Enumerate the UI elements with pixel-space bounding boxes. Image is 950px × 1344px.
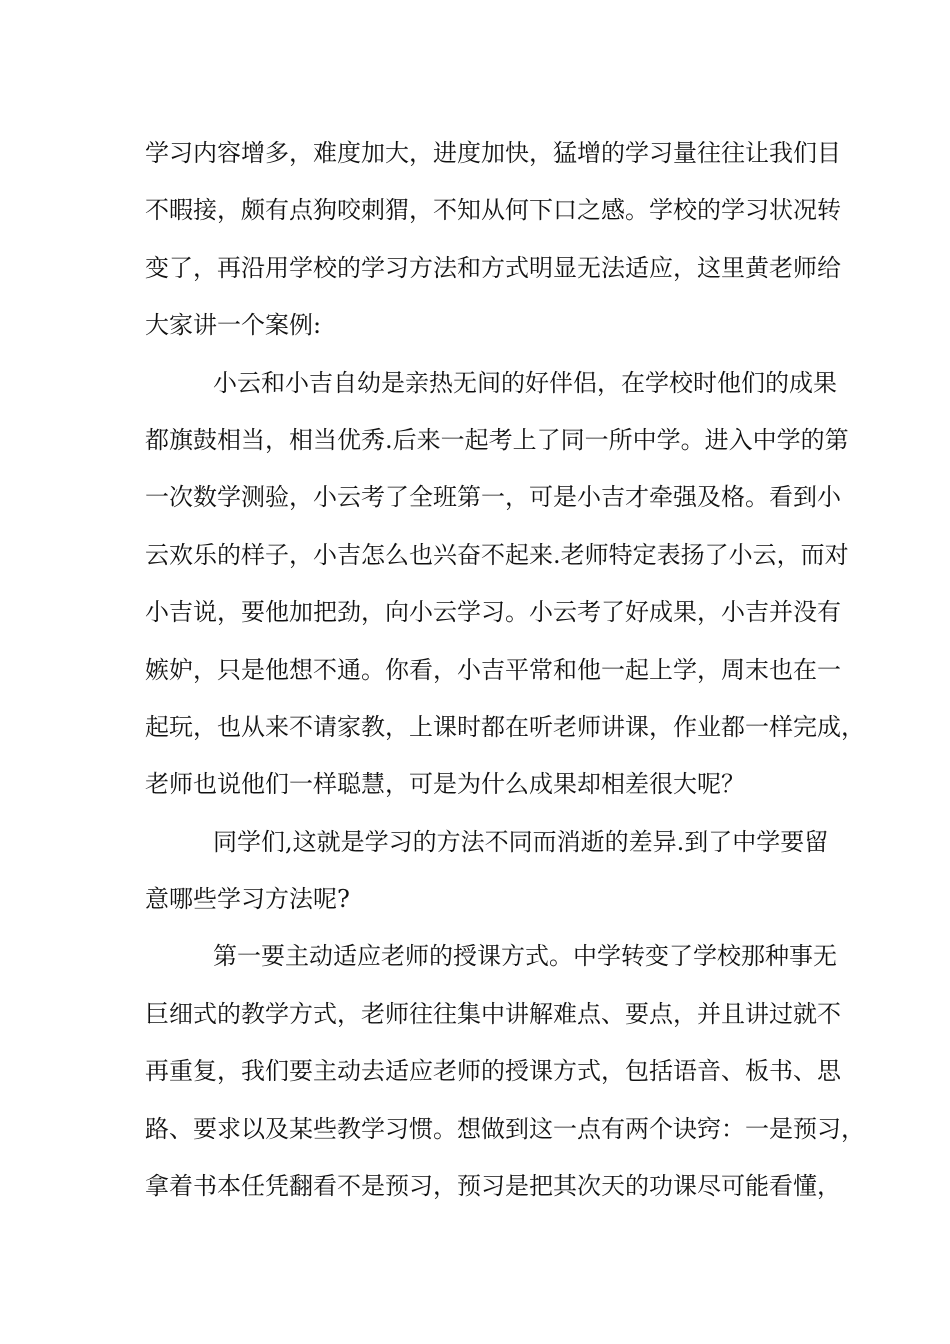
text-line: 老师也说他们一样聪慧，可是为什么成果却相差很大呢？ (145, 770, 745, 799)
text-line: 再重复，我们要主动去适应老师的授课方式，包括语音、板书、思 (145, 1057, 841, 1086)
text-line: 都旗鼓相当，相当优秀.后来一起考上了同一所中学。进入中学的第 (145, 425, 849, 454)
text-line: 同学们,这就是学习的方法不同而消逝的差异.到了中学要留 (213, 827, 829, 856)
text-line: 巨细式的教学方式，老师往往集中讲解难点、要点，并且讲过就不 (145, 999, 841, 1028)
text-line: 意哪些学习方法呢? (145, 885, 350, 914)
text-line: 嫉妒，只是他想不通。你看，小吉平常和他一起上学，周末也在一 (145, 655, 841, 684)
text-line: 路、要求以及某些教学习惯。想做到这一点有两个诀窍：一是预习， (145, 1114, 865, 1143)
text-line: 云欢乐的样子，小吉怎么也兴奋不起来.老师特定表扬了小云，而对 (145, 540, 849, 569)
paragraph-question (145, 814, 829, 929)
text-line: 不暇接，颇有点狗咬刺猬，不知从何下口之感。学校的学习状况转 (145, 196, 841, 225)
paragraph-intro (145, 125, 841, 355)
text-line: 小云和小吉自幼是亲热无间的好伴侣，在学校时他们的成果 (213, 368, 837, 397)
text-line: 一次数学测验，小云考了全班第一，可是小吉才牵强及格。看到小 (145, 483, 841, 512)
text-line: 变了，再沿用学校的学习方法和方式明显无法适应，这里黄老师给 (145, 253, 841, 282)
text-line: 拿着书本任凭翻看不是预习，预习是把其次天的功课尽可能看懂， (145, 1172, 841, 1201)
text-line: 学习内容增多，难度加大，进度加快，猛增的学习量往往让我们目 (145, 139, 841, 167)
document-body (145, 125, 865, 1215)
paragraph-method-one (145, 928, 865, 1215)
text-line: 小吉说，要他加把劲，向小云学习。小云考了好成果，小吉并没有 (145, 598, 841, 627)
text-line: 第一要主动适应老师的授课方式。中学转变了学校那种事无 (213, 942, 837, 971)
paragraph-case-story (145, 355, 865, 814)
text-line: 起玩，也从来不请家教，上课时都在听老师讲课，作业都一样完成， (145, 712, 865, 741)
text-line: 大家讲一个案例: (145, 311, 322, 340)
